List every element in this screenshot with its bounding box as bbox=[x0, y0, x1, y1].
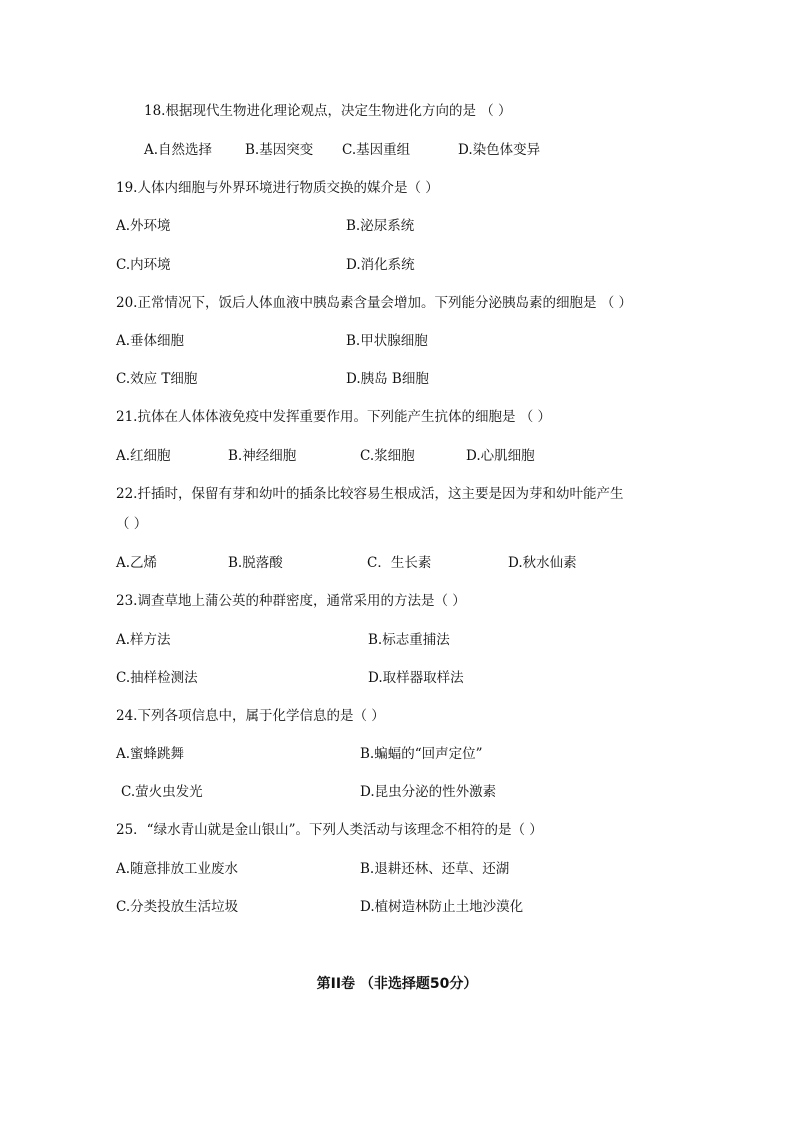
option: A.蜜蜂跳舞 bbox=[116, 746, 185, 762]
option: D.心肌细胞 bbox=[466, 448, 535, 464]
question-stem: 25．“绿水青山就是金山银山”。下列人类活动与该理念不相符的是（ ） bbox=[116, 822, 543, 838]
option: B.标志重捕法 bbox=[368, 632, 450, 648]
option: D.昆虫分泌的性外激素 bbox=[360, 784, 497, 800]
question-stem: 19.人体内细胞与外界环境进行物质交换的媒介是（ ） bbox=[116, 180, 439, 196]
option: C.萤火虫发光 bbox=[121, 784, 203, 800]
option: A.样方法 bbox=[116, 632, 171, 648]
option: C．生长素 bbox=[367, 555, 432, 571]
option: D.植树造林防止土地沙漠化 bbox=[360, 899, 524, 915]
option: C.浆细胞 bbox=[360, 448, 415, 464]
question-stem: 23.调查草地上蒲公英的种群密度，通常采用的方法是（ ） bbox=[116, 593, 466, 609]
section-title: 第II卷 （非选择题50分） bbox=[316, 976, 478, 992]
question-stem: 21.抗体在人体体液免疫中发挥重要作用。下列能产生抗体的细胞是 （ ） bbox=[116, 409, 552, 425]
option: A.随意排放工业废水 bbox=[116, 861, 239, 877]
question-stem: 20.正常情况下，饭后人体血液中胰岛素含量会增加。下列能分泌胰岛素的细胞是 （ ） bbox=[116, 295, 633, 311]
option: C.抽样检测法 bbox=[116, 670, 198, 686]
question-stem: 22.扦插时，保留有芽和幼叶的插条比较容易生根成活，这主要是因为芽和幼叶能产生 bbox=[116, 486, 624, 502]
option: A.红细胞 bbox=[116, 448, 171, 464]
question-stem: 18.根据现代生物进化理论观点，决定生物进化方向的是 （ ） bbox=[144, 103, 512, 119]
option: C.分类投放生活垃圾 bbox=[116, 899, 239, 915]
question-stem: 24.下列各项信息中，属于化学信息的是（ ） bbox=[116, 708, 385, 724]
option: D.秋水仙素 bbox=[508, 555, 577, 571]
question-stem-continued: （ ） bbox=[116, 516, 148, 532]
option: A.自然选择 bbox=[144, 142, 213, 158]
option: D.消化系统 bbox=[346, 257, 415, 273]
option: A.乙烯 bbox=[116, 555, 158, 571]
option: B.泌尿系统 bbox=[346, 218, 415, 234]
option: C.效应 T细胞 bbox=[116, 371, 198, 387]
option: B.基因突变 bbox=[245, 142, 314, 158]
option: D.染色体变异 bbox=[458, 142, 541, 158]
option: A.外环境 bbox=[116, 218, 171, 234]
option: A.垂体细胞 bbox=[116, 333, 185, 349]
option: B.脱落酸 bbox=[228, 555, 283, 571]
option: B.甲状腺细胞 bbox=[346, 333, 428, 349]
option: B.蝙蝠的“回声定位” bbox=[360, 746, 483, 762]
option: D.胰岛 B细胞 bbox=[346, 371, 429, 387]
option: C.基因重组 bbox=[342, 142, 411, 158]
option: B.退耕还林、还草、还湖 bbox=[360, 861, 510, 877]
option: C.内环境 bbox=[116, 257, 171, 273]
option: B.神经细胞 bbox=[228, 448, 297, 464]
option: D.取样器取样法 bbox=[368, 670, 464, 686]
